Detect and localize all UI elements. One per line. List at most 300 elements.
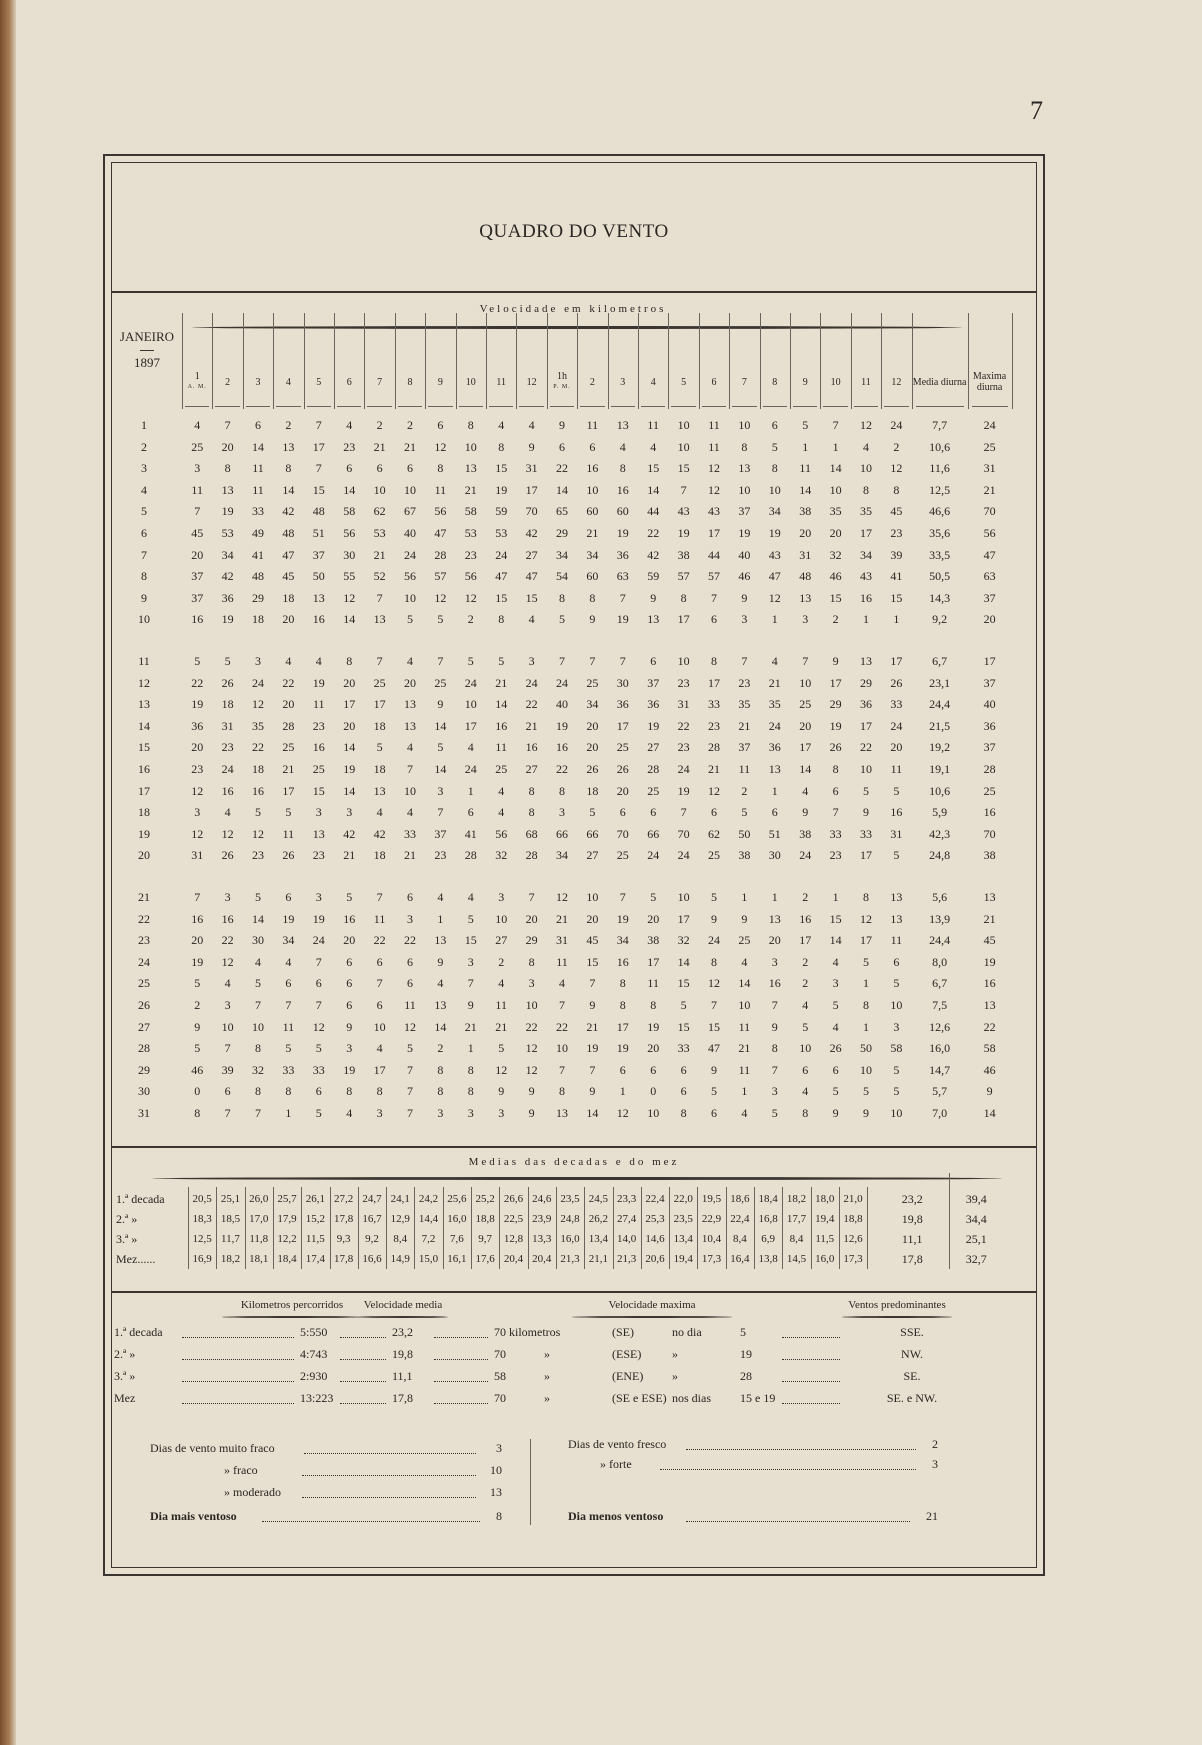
hour-value: 4 xyxy=(498,783,505,798)
leader-dots xyxy=(340,1359,386,1360)
count-value: 13 xyxy=(490,1485,502,1499)
hour-value: 19 xyxy=(616,1041,629,1056)
summary-day: 15 e 19 xyxy=(740,1391,776,1405)
hour-value: 19 xyxy=(616,526,629,540)
hour-value: 32 xyxy=(677,933,690,948)
hour-value: 4 xyxy=(437,890,444,904)
table-row xyxy=(112,694,1036,715)
hour-value: 12 xyxy=(434,590,447,605)
hour-value: 10 xyxy=(738,998,751,1012)
means-separator xyxy=(386,1187,387,1269)
hour-value: 34 xyxy=(282,933,295,948)
day-number: 11 xyxy=(138,654,150,668)
summary-label: 2.ª » xyxy=(114,1347,136,1361)
hour-value: 1 xyxy=(741,1084,748,1099)
hour-value: 11 xyxy=(373,911,386,926)
leader-dots xyxy=(686,1449,916,1450)
hour-value: 19 xyxy=(221,504,234,519)
hour-value: 19 xyxy=(768,526,781,540)
hour-value: 50 xyxy=(738,826,751,841)
daily-mean: 7,7 xyxy=(932,418,948,432)
hour-value: 18 xyxy=(251,762,264,776)
table-row xyxy=(112,930,1036,951)
means-value: 20,6 xyxy=(645,1253,665,1265)
hour-value: 5 xyxy=(710,1084,717,1099)
pm-label: P. M. xyxy=(553,384,571,390)
summary-label: 1.ª decada xyxy=(114,1325,163,1339)
leader-dots xyxy=(686,1521,910,1522)
hour-value: 51 xyxy=(768,826,781,841)
hour-value: 11 xyxy=(495,740,507,755)
hour-value: 8 xyxy=(467,1062,474,1077)
hour-value: 10 xyxy=(738,418,751,432)
hour-value: 24 xyxy=(495,547,508,562)
means-value: 23,5 xyxy=(673,1213,693,1225)
day-number: 27 xyxy=(138,1019,150,1034)
hour-value: 6 xyxy=(680,1062,687,1077)
means-max: 34,4 xyxy=(965,1212,987,1226)
hour-value: 15 xyxy=(647,461,660,476)
hour-value: 16 xyxy=(616,482,629,497)
means-value: 12,5 xyxy=(192,1233,212,1245)
column-separator xyxy=(364,313,365,409)
hour-value: 19 xyxy=(586,1041,599,1056)
month-dash xyxy=(140,350,154,351)
hour-value: 3 xyxy=(832,976,839,991)
hour-value: 24 xyxy=(251,675,264,690)
daily-max: 58 xyxy=(983,1041,996,1056)
hour-value: 22 xyxy=(221,933,234,948)
column-separator xyxy=(608,313,609,409)
hour-value: 15 xyxy=(677,976,690,991)
hour-value: 13 xyxy=(434,998,447,1012)
day-number: 8 xyxy=(141,569,147,584)
hour-value: 6 xyxy=(710,1106,717,1120)
hour-value: 1 xyxy=(285,1106,292,1120)
daily-mean: 11,6 xyxy=(929,461,950,476)
hour-value: 24 xyxy=(555,675,568,690)
hour-value: 5 xyxy=(315,1106,322,1120)
hour-value: 7 xyxy=(832,805,839,820)
hour-value: 12 xyxy=(707,482,720,497)
table-row xyxy=(112,545,1036,566)
means-value: 25,1 xyxy=(220,1193,241,1205)
means-max: 39,4 xyxy=(965,1192,987,1206)
hour-value: 19 xyxy=(738,526,751,540)
daily-mean: 14,7 xyxy=(929,1062,951,1077)
daily-mean: 7,0 xyxy=(932,1106,948,1120)
hour-value: 55 xyxy=(343,569,356,584)
hour-value: 13 xyxy=(434,933,447,948)
hour-value: 7 xyxy=(437,805,444,820)
hour-value: 27 xyxy=(525,547,538,562)
hour-value: 25 xyxy=(312,762,325,776)
hour-value: 6 xyxy=(893,954,900,969)
hour-value: 9 xyxy=(467,998,474,1012)
hour-value: 62 xyxy=(707,826,720,841)
daily-mean: 10,6 xyxy=(929,439,951,454)
daily-max: 13 xyxy=(983,998,996,1012)
hour-value: 20 xyxy=(768,933,781,948)
hour-value: 16 xyxy=(525,740,538,755)
means-value: 16,6 xyxy=(362,1253,382,1265)
means-value: 18,4 xyxy=(277,1253,297,1265)
summary-vmax: 58 xyxy=(494,1369,506,1383)
hour-value: 5 xyxy=(741,805,748,820)
hour-value: 27 xyxy=(495,933,508,948)
means-value: 13,8 xyxy=(758,1253,778,1265)
daily-mean: 5,9 xyxy=(932,805,948,820)
hour-value: 34 xyxy=(221,547,234,562)
table-frame xyxy=(103,154,1045,1576)
hour-value: 36 xyxy=(647,697,660,712)
hour-value: 21 xyxy=(525,718,538,733)
hour-value: 7 xyxy=(406,1062,413,1077)
hour-value: 56 xyxy=(434,504,447,519)
means-value: 17,8 xyxy=(334,1253,354,1265)
hour-value: 9 xyxy=(589,612,596,627)
hour-value: 17 xyxy=(890,654,903,668)
hour-value: 5 xyxy=(285,805,292,820)
hour-value: 11 xyxy=(252,461,264,476)
hour-value: 10 xyxy=(373,482,386,497)
hour-value: 1 xyxy=(862,976,869,991)
hour-value: 20 xyxy=(282,612,295,627)
hour-value: 12 xyxy=(191,826,204,841)
hour-value: 9 xyxy=(862,1106,869,1120)
hour-value: 0 xyxy=(194,1084,201,1099)
hour-value: 44 xyxy=(647,504,660,519)
hour-value: 16 xyxy=(495,718,508,733)
hour-value: 5 xyxy=(832,998,839,1012)
daily-mean: 23,1 xyxy=(929,675,951,690)
hour-value: 3 xyxy=(254,654,261,668)
hour-value: 33 xyxy=(251,504,264,519)
hour-value: 12 xyxy=(221,826,234,841)
daily-mean: 9,2 xyxy=(932,612,948,627)
hour-value: 31 xyxy=(799,547,812,562)
summary-header-underline xyxy=(572,1316,732,1318)
daily-mean: 7,5 xyxy=(932,998,948,1012)
hour-value: 6 xyxy=(406,954,413,969)
means-separator xyxy=(443,1187,444,1269)
means-value: 13,3 xyxy=(532,1233,552,1245)
hour-value: 19 xyxy=(647,1019,660,1034)
hour-value: 33 xyxy=(707,697,720,712)
hour-value: 33 xyxy=(403,826,416,841)
hour-value: 19 xyxy=(616,612,629,627)
hour-value: 7 xyxy=(194,504,201,519)
hour-value: 57 xyxy=(677,569,690,584)
table-row xyxy=(112,759,1036,780)
leader-dots xyxy=(182,1403,294,1404)
count-value: 3 xyxy=(496,1441,502,1455)
means-value: 10,4 xyxy=(701,1233,722,1245)
hour-value: 53 xyxy=(373,526,386,540)
hour-value: 10 xyxy=(586,482,599,497)
hour-value: 12 xyxy=(251,697,264,712)
hour-value: 4 xyxy=(315,654,322,668)
hour-value: 20 xyxy=(890,740,903,755)
day-number: 18 xyxy=(138,805,150,820)
hour-value: 1 xyxy=(771,890,778,904)
hour-value: 15 xyxy=(707,1019,720,1034)
hour-value: 8 xyxy=(558,590,565,605)
hour-value: 12 xyxy=(707,461,720,476)
hour-value: 12 xyxy=(525,1041,538,1056)
hour-value: 13 xyxy=(555,1106,568,1120)
hour-value: 37 xyxy=(738,740,751,755)
hour-value: 10 xyxy=(251,1019,264,1034)
hour-value: 22 xyxy=(555,762,568,776)
means-value: 14,5 xyxy=(786,1253,807,1265)
hour-value: 20 xyxy=(343,675,356,690)
hour-value: 8 xyxy=(771,1041,778,1056)
hour-value: 15 xyxy=(495,461,508,476)
hour-value: 9 xyxy=(437,954,444,969)
hour-value: 20 xyxy=(586,911,599,926)
hour-value: 10 xyxy=(586,890,599,904)
hour-value: 7 xyxy=(315,461,322,476)
means-separator xyxy=(499,1187,500,1269)
means-row xyxy=(112,1229,1036,1249)
hour-value: 28 xyxy=(434,547,447,562)
hour-value: 12 xyxy=(434,439,447,454)
hour-value: 8 xyxy=(254,1084,261,1099)
hour-header-cell xyxy=(668,359,698,405)
hour-value: 43 xyxy=(859,569,872,584)
hour-value: 20 xyxy=(586,740,599,755)
hour-value: 29 xyxy=(251,590,264,605)
summary-when: no dia xyxy=(672,1325,702,1339)
means-value: 22,0 xyxy=(673,1193,693,1205)
hour-value: 45 xyxy=(282,569,295,584)
hour-value: 13 xyxy=(647,612,660,627)
hour-value: 5 xyxy=(254,805,261,820)
hour-value: 36 xyxy=(221,590,234,605)
hour-value: 7 xyxy=(832,418,839,432)
hour-value: 3 xyxy=(467,954,474,969)
summary-label: Mez xyxy=(114,1391,136,1405)
hour-value: 7 xyxy=(467,976,474,991)
means-value: 12,2 xyxy=(277,1233,297,1245)
hour-value: 5 xyxy=(315,1041,322,1056)
means-media: 17,8 xyxy=(901,1252,923,1266)
hour-value: 25 xyxy=(282,740,295,755)
means-value: 25,2 xyxy=(475,1193,495,1205)
hour-value: 23 xyxy=(707,718,720,733)
hour-value: 21 xyxy=(586,526,599,540)
hour-value: 5 xyxy=(893,1062,900,1077)
hour-value: 19 xyxy=(495,482,508,497)
hour-value: 8 xyxy=(680,1106,687,1120)
hour-value: 27 xyxy=(647,740,660,755)
hour-value: 32 xyxy=(829,547,842,562)
column-separator xyxy=(182,313,183,409)
daily-max: 36 xyxy=(983,718,996,733)
hour-value: 26 xyxy=(829,1041,842,1056)
table-row xyxy=(112,523,1036,544)
hour-value: 59 xyxy=(495,504,508,519)
column-separator xyxy=(699,313,700,409)
day-number: 31 xyxy=(138,1106,150,1120)
hour-value: 24 xyxy=(403,547,416,562)
day-number: 15 xyxy=(138,740,150,755)
summary-header-vm: Velocidade media xyxy=(363,1299,443,1311)
hour-value: 6 xyxy=(467,805,474,820)
hour-value: 9 xyxy=(528,1106,535,1120)
hour-value: 12 xyxy=(768,590,781,605)
hour-value: 5 xyxy=(862,954,869,969)
hour-value: 6 xyxy=(650,654,657,668)
daily-max: 20 xyxy=(983,612,996,627)
daily-max: 21 xyxy=(983,911,996,926)
hour-value: 8 xyxy=(893,482,900,497)
means-media: 11,1 xyxy=(901,1232,923,1246)
hour-value: 9 xyxy=(528,1084,535,1099)
hour-value: 8 xyxy=(741,439,748,454)
hour-value: 11 xyxy=(282,826,295,841)
hour-value: 33 xyxy=(282,1062,295,1077)
hour-value: 30 xyxy=(616,675,629,690)
hour-value: 1 xyxy=(802,439,809,454)
hour-value: 7 xyxy=(315,954,322,969)
daily-mean: 33,5 xyxy=(929,547,951,562)
hour-value: 11 xyxy=(191,482,203,497)
hour-value: 43 xyxy=(707,504,720,519)
hour-value: 15 xyxy=(495,590,508,605)
hour-value: 36 xyxy=(768,740,781,755)
means-separator xyxy=(556,1187,557,1269)
hour-value: 29 xyxy=(859,675,872,690)
count-value: 3 xyxy=(932,1457,938,1471)
hour-value: 58 xyxy=(464,504,477,519)
hour-value: 24 xyxy=(799,848,812,863)
hour-value: 19 xyxy=(555,718,568,733)
means-value: 24,5 xyxy=(588,1193,608,1205)
hour-label: 1h xyxy=(556,371,567,382)
hour-value: 40 xyxy=(738,547,751,562)
hour-value: 8 xyxy=(467,1084,474,1099)
day-number: 5 xyxy=(141,504,147,519)
column-separator xyxy=(486,313,487,409)
hour-value: 5 xyxy=(893,848,900,863)
column-separator xyxy=(273,313,274,409)
column-tick xyxy=(972,406,1008,407)
hour-value: 9 xyxy=(650,590,657,605)
hour-value: 13 xyxy=(768,911,781,926)
summary-vm: 19,8 xyxy=(392,1347,413,1361)
summary-header-vmax: Velocidade maxima xyxy=(608,1299,696,1311)
hour-value: 3 xyxy=(194,805,201,820)
hour-value: 7 xyxy=(285,998,292,1012)
hour-value: 6 xyxy=(315,1084,322,1099)
am-label: A. M. xyxy=(187,384,207,390)
summary-day: 28 xyxy=(740,1369,752,1383)
means-value: 9,7 xyxy=(478,1233,493,1245)
hour-value: 23 xyxy=(677,675,690,690)
hour-value: 6 xyxy=(589,439,596,454)
hour-value: 14 xyxy=(434,762,447,776)
hour-value: 62 xyxy=(373,504,386,519)
hour-value: 8 xyxy=(862,482,869,497)
daily-mean: 24,8 xyxy=(929,848,951,863)
hour-value: 17 xyxy=(799,740,812,755)
hour-value: 8 xyxy=(650,998,657,1012)
hour-value: 17 xyxy=(677,911,690,926)
column-tick xyxy=(519,406,543,407)
leader-dots xyxy=(340,1337,386,1338)
hour-value: 8 xyxy=(619,976,626,991)
hour-header-cell xyxy=(790,359,820,405)
means-value: 13,4 xyxy=(673,1233,693,1245)
hour-value: 35 xyxy=(738,697,751,712)
hour-value: 11 xyxy=(404,998,416,1012)
means-value: 24,1 xyxy=(390,1193,410,1205)
hour-value: 6 xyxy=(376,954,383,969)
means-value: 21,3 xyxy=(560,1253,580,1265)
hour-value: 59 xyxy=(647,569,660,584)
means-media: 23,2 xyxy=(901,1192,923,1206)
hour-value: 2 xyxy=(893,439,900,454)
hour-value: 42 xyxy=(373,826,386,841)
hour-value: 11 xyxy=(799,461,811,476)
column-separator xyxy=(425,313,426,409)
hour-label: 9 xyxy=(437,376,443,388)
hour-value: 37 xyxy=(738,504,751,519)
hour-label: 8 xyxy=(407,376,413,388)
hour-value: 6 xyxy=(437,418,444,432)
hour-value: 14 xyxy=(495,697,508,712)
leader-dots xyxy=(434,1381,488,1382)
hour-label: 5 xyxy=(681,376,687,388)
means-value: 8,4 xyxy=(732,1233,747,1245)
daily-mean: 46,6 xyxy=(929,504,951,519)
summary-vmax-unit: » xyxy=(544,1369,550,1383)
hour-value: 18 xyxy=(586,783,599,798)
hour-value: 31 xyxy=(677,697,690,712)
table-row xyxy=(112,437,1036,458)
hour-value: 21 xyxy=(707,762,720,776)
means-value: 17,4 xyxy=(305,1253,325,1265)
daily-max: 37 xyxy=(983,740,996,755)
hour-value: 7 xyxy=(224,1041,231,1056)
hour-value: 44 xyxy=(707,547,720,562)
hour-value: 23 xyxy=(343,439,356,454)
column-tick xyxy=(307,406,331,407)
hour-value: 15 xyxy=(586,954,599,969)
hour-value: 6 xyxy=(619,805,626,820)
means-value: 8,4 xyxy=(393,1233,408,1245)
hour-value: 10 xyxy=(495,911,508,926)
hour-value: 10 xyxy=(525,998,538,1012)
means-swoosh xyxy=(152,1177,1002,1180)
means-value: 18,0 xyxy=(815,1193,835,1205)
hour-value: 9 xyxy=(589,998,596,1012)
hour-value: 7 xyxy=(315,998,322,1012)
hour-value: 22 xyxy=(555,1019,568,1034)
hour-value: 41 xyxy=(464,826,477,841)
hour-value: 4 xyxy=(285,654,292,668)
means-value: 16,8 xyxy=(758,1213,778,1225)
hour-value: 8 xyxy=(528,783,535,798)
table-row xyxy=(112,1060,1036,1081)
table-row xyxy=(112,588,1036,609)
hour-value: 1 xyxy=(437,911,444,926)
hour-label: 1 xyxy=(194,371,200,382)
means-separator xyxy=(245,1187,246,1269)
hour-value: 11 xyxy=(434,482,447,497)
